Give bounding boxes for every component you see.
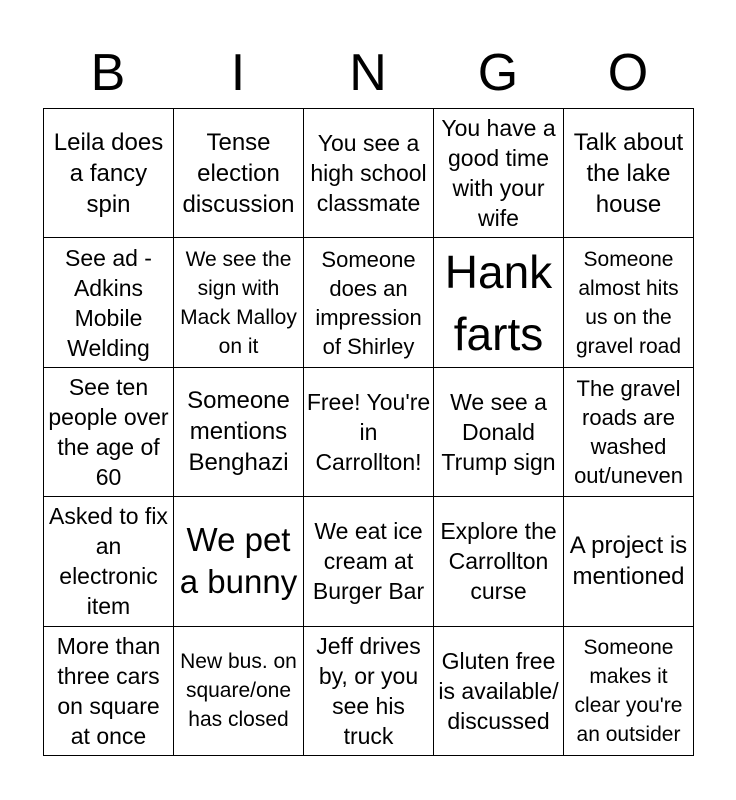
header-letter-n: N	[349, 44, 387, 102]
bingo-cell[interactable]	[434, 238, 564, 367]
header-letter-o: O	[607, 44, 649, 102]
bingo-cell[interactable]	[174, 626, 304, 755]
cell-text: We eat ice cream at Burger Bar	[312, 518, 425, 605]
bingo-board	[43, 108, 694, 756]
cell-text: More than three cars on square at once	[56, 632, 161, 749]
bingo-cell[interactable]	[564, 238, 694, 367]
cell-text: Asked to fix an electronic item	[49, 503, 168, 620]
bingo-cell[interactable]	[434, 109, 564, 238]
board-row	[44, 367, 694, 496]
cell-text: Someone almost hits us on the gravel road	[575, 247, 682, 358]
bingo-cell[interactable]	[44, 497, 174, 626]
bingo-cell[interactable]	[44, 626, 174, 755]
board-row	[44, 238, 694, 367]
board-row	[44, 626, 694, 755]
bingo-cell[interactable]	[304, 497, 434, 626]
board-row	[44, 109, 694, 238]
bingo-cell[interactable]	[44, 367, 174, 496]
cell-text: Gluten free is available/ discussed	[438, 647, 559, 734]
bingo-cell[interactable]	[304, 238, 434, 367]
header-letter-i: I	[230, 44, 246, 102]
bingo-cell[interactable]	[44, 238, 174, 367]
cell-text: Tense election discussion	[182, 128, 295, 218]
bingo-cell[interactable]	[304, 367, 434, 496]
bingo-cell[interactable]	[304, 109, 434, 238]
cell-text: Someone mentions Benghazi	[187, 387, 290, 477]
cell-text: We pet a bunny	[179, 521, 298, 601]
bingo-cell[interactable]	[434, 497, 564, 626]
bingo-cell[interactable]	[564, 626, 694, 755]
cell-text: A project is mentioned	[569, 532, 688, 591]
cell-text: Free! You're in Carrollton!	[306, 388, 431, 475]
bingo-cell[interactable]	[174, 109, 304, 238]
cell-text: The gravel roads are washed out/uneven	[574, 375, 683, 488]
cell-text: Someone makes it clear you're an outsider	[574, 635, 683, 746]
cell-text: Leila does a fancy spin	[53, 128, 164, 218]
cell-text: See ad - Adkins Mobile Welding	[65, 244, 152, 361]
cell-text: New bus. on square/one has closed	[180, 650, 297, 732]
bingo-cell[interactable]	[564, 367, 694, 496]
cell-text: Hank farts	[444, 245, 553, 360]
bingo-header	[43, 42, 693, 104]
cell-text: You have a good time with your wife	[441, 115, 556, 232]
bingo-cell[interactable]	[304, 626, 434, 755]
bingo-cell[interactable]	[44, 109, 174, 238]
bingo-cell[interactable]	[434, 626, 564, 755]
cell-text: Jeff drives by, or you see his truck	[316, 632, 421, 749]
cell-text: We see the sign with Mack Malloy on it	[180, 247, 297, 358]
cell-text: See ten people over the age of 60	[48, 373, 169, 490]
bingo-cell[interactable]	[174, 367, 304, 496]
cell-text: We see a Donald Trump sign	[441, 388, 556, 475]
header-letter-b: B	[90, 44, 126, 102]
board-row	[44, 497, 694, 626]
bingo-cell[interactable]	[434, 367, 564, 496]
bingo-cell[interactable]	[564, 497, 694, 626]
cell-text: Talk about the lake house	[573, 128, 684, 218]
bingo-cell[interactable]	[174, 497, 304, 626]
cell-text: Explore the Carrollton curse	[440, 518, 557, 605]
header-letter-g: G	[477, 44, 519, 102]
bingo-cell[interactable]	[564, 109, 694, 238]
bingo-cell[interactable]	[174, 238, 304, 367]
cell-text: You see a high school classmate	[310, 130, 427, 217]
cell-text: Someone does an impression of Shirley	[315, 246, 422, 359]
